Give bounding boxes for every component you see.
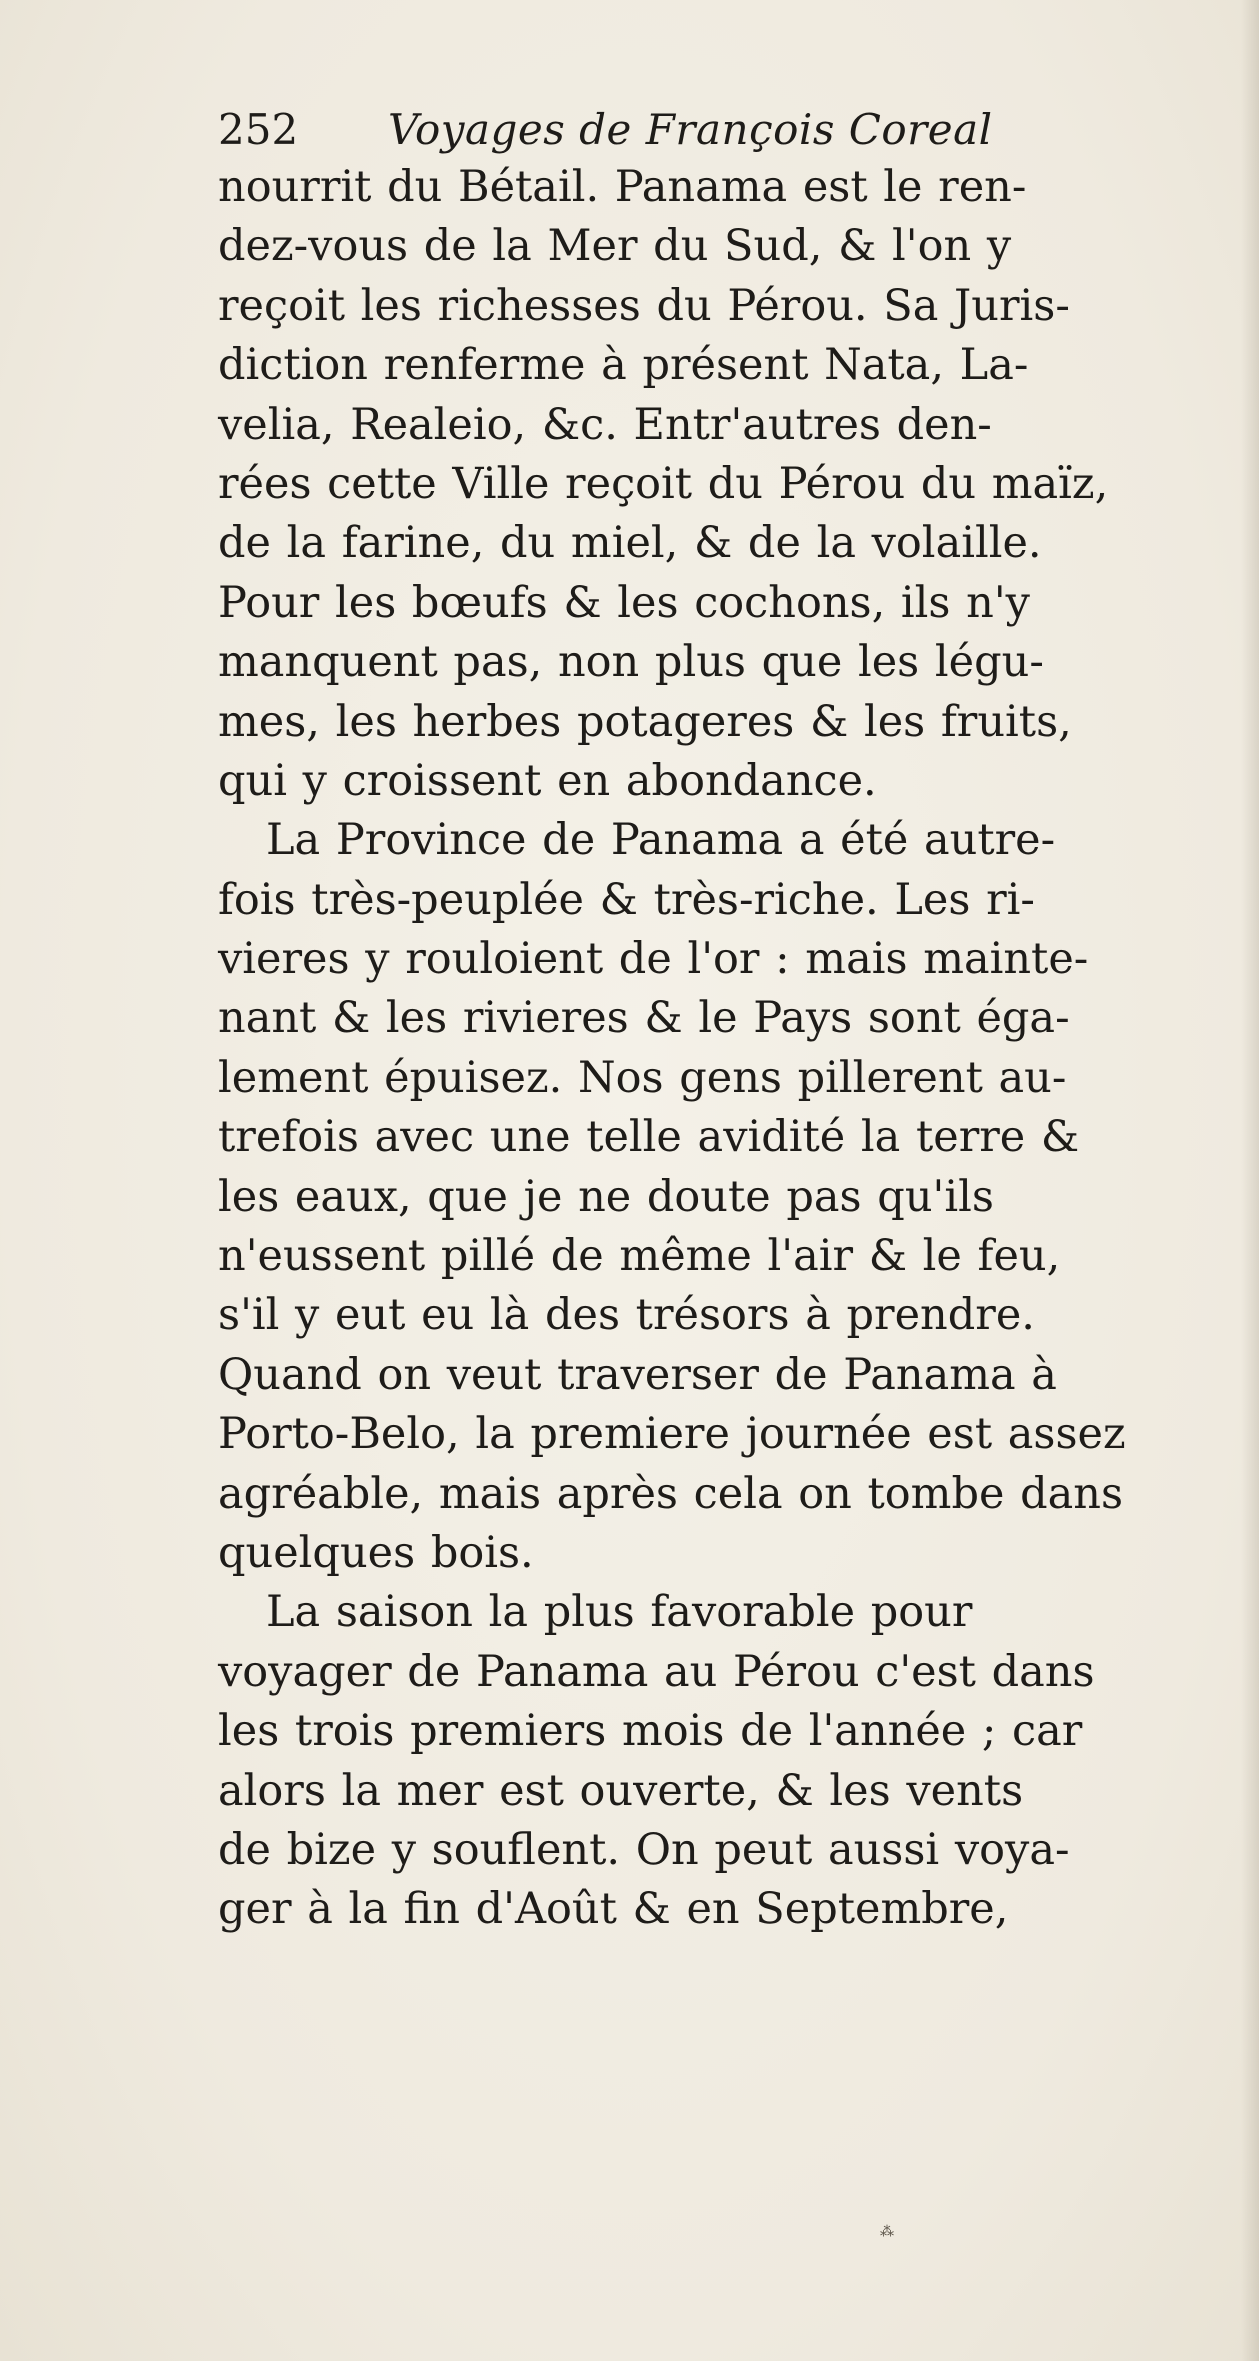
text-line: n'eussent pillé de même l'air & le feu, [218,1231,1061,1282]
text-line: reçoit les richesses du Pérou. Sa Juris- [218,280,1070,331]
text-line: trefois avec une telle avidité la terre & [218,1112,1080,1163]
body-text [218,158,1158,1940]
page-header [218,100,1118,160]
text-line: Porto-Belo, la premiere journée est assez [218,1409,1126,1460]
text-line: les trois premiers mois de l'année ; car [218,1706,1083,1757]
paragraph-start-line: La saison la plus favorable pour [266,1587,973,1638]
text-line: velia, Realeio, &c. Entr'autres den- [218,399,992,450]
text-line: fois très-peuplée & très-riche. Les ri- [218,874,1035,925]
text-line: dez-vous de la Mer du Sud, & l'on y [218,221,1012,272]
text-line: lement épuisez. Nos gens pillerent au- [218,1052,1067,1103]
running-title: Voyages de François Coreal [388,105,993,154]
text-line: les eaux, que je ne doute pas qu'ils [218,1171,994,1222]
footer-ornament: ⁂ [880,2224,894,2240]
text-line: quelques bois. [218,1527,534,1578]
text-line: de la farine, du miel, & de la volaille. [218,518,1042,569]
text-line: voyager de Panama au Pérou c'est dans [218,1646,1095,1697]
text-line: rées cette Ville reçoit du Pérou du maïz, [218,458,1109,509]
text-line: mes, les herbes potageres & les fruits, [218,696,1072,747]
text-line: Quand on veut traverser de Panama à [218,1349,1057,1400]
page-number: 252 [218,105,299,154]
text-line: s'il y eut eu là des trésors à prendre. [218,1290,1035,1341]
text-line: qui y croissent en abondance. [218,755,877,806]
paragraph-start-line: La Province de Panama a été autre- [266,815,1056,866]
text-line: de bize y souflent. On peut aussi voya- [218,1824,1070,1875]
text-line: agréable, mais après cela on tombe dans [218,1468,1124,1519]
text-line: nant & les rivieres & le Pays sont éga- [218,993,1070,1044]
text-line: manquent pas, non plus que les légu- [218,637,1044,688]
text-line: Pour les bœufs & les cochons, ils n'y [218,577,1030,628]
text-line: nourrit du Bétail. Panama est le ren- [218,162,1027,212]
text-line: ger à la fin d'Août & en Septembre, [218,1884,1009,1935]
text-line: vieres y rouloient de l'or : mais mainte- [218,934,1089,985]
text-line: alors la mer est ouverte, & les vents [218,1765,1024,1816]
page-gutter-shadow [1241,0,1259,2361]
text-line: diction renferme à présent Nata, La- [218,340,1029,391]
